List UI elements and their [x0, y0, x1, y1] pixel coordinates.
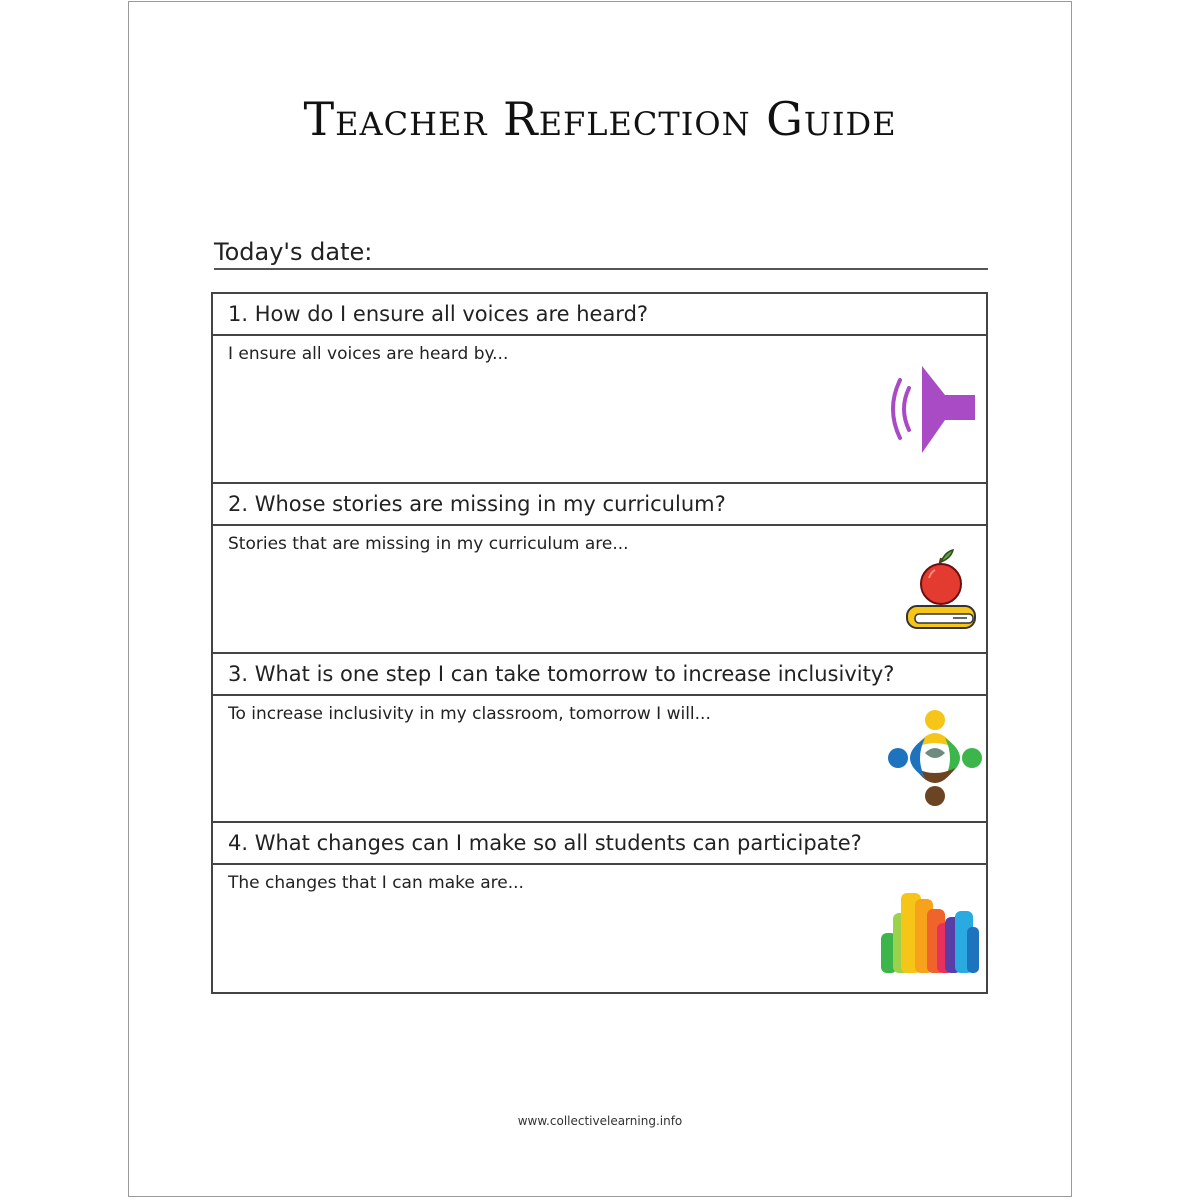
question-2: 2. Whose stories are missing in my curriculum? [213, 484, 986, 526]
answer-prompt-2: Stories that are missing in my curriculum are... [228, 534, 629, 554]
question-section-3 [213, 654, 986, 823]
answer-prompt-4: The changes that I can make are... [228, 873, 524, 893]
answer-area-2[interactable] [213, 526, 986, 654]
speaker-icon [887, 362, 982, 457]
date-label: Today's date: [214, 238, 373, 266]
answer-prompt-3: To increase inclusivity in my classroom, tomorrow I will... [228, 704, 711, 724]
reflection-form [211, 292, 988, 994]
question-3: 3. What is one step I can take tomorrow to increase inclusivity? [213, 654, 986, 696]
page-title: Teacher Reflection Guide [303, 92, 897, 146]
answer-area-1[interactable] [213, 336, 986, 484]
date-field[interactable] [214, 236, 988, 270]
apple-on-book-icon [901, 548, 981, 630]
question-1: 1. How do I ensure all voices are heard? [213, 294, 986, 336]
answer-area-3[interactable] [213, 696, 986, 823]
answer-area-4[interactable] [213, 865, 986, 994]
raised-hands-icon [877, 887, 983, 977]
footer-url[interactable]: www.collectivelearning.info [517, 1114, 683, 1128]
question-4: 4. What changes can I make so all students can participate? [213, 823, 986, 865]
question-section-1 [213, 294, 986, 484]
answer-prompt-1: I ensure all voices are heard by... [228, 344, 509, 364]
question-section-2 [213, 484, 986, 654]
diverse-people-circle-icon [885, 708, 985, 808]
question-section-4 [213, 823, 986, 994]
